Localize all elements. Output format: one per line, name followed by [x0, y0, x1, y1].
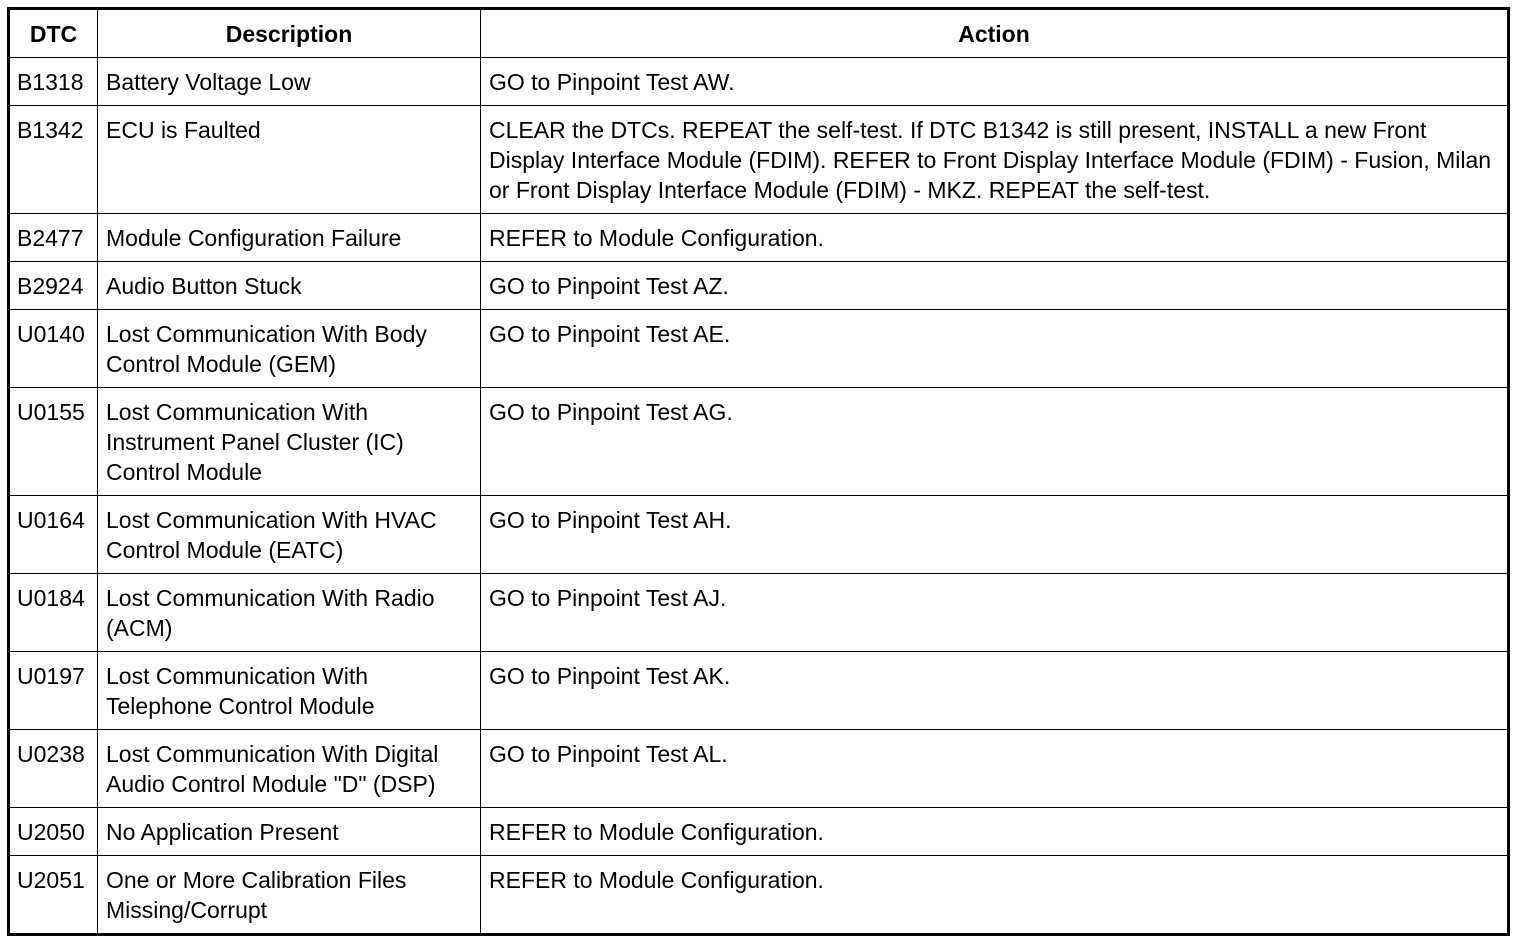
- header-dtc: DTC: [9, 9, 98, 58]
- dtc-code: U0155: [9, 388, 98, 496]
- table-body: [9, 58, 1509, 935]
- dtc-table: [7, 7, 1510, 936]
- table-row: [9, 310, 1509, 388]
- dtc-code: U0197: [9, 652, 98, 730]
- dtc-code: U0184: [9, 574, 98, 652]
- dtc-action: GO to Pinpoint Test AG.: [481, 388, 1509, 496]
- table-row: [9, 106, 1509, 214]
- dtc-description: Lost Communication With Radio (ACM): [98, 574, 481, 652]
- header-row: [9, 9, 1509, 58]
- table-row: [9, 388, 1509, 496]
- table-header: [9, 9, 1509, 58]
- dtc-action: GO to Pinpoint Test AL.: [481, 730, 1509, 808]
- table-row: [9, 262, 1509, 310]
- table-row: [9, 856, 1509, 935]
- dtc-action: GO to Pinpoint Test AK.: [481, 652, 1509, 730]
- table-row: [9, 730, 1509, 808]
- dtc-description: No Application Present: [98, 808, 481, 856]
- dtc-code: U0238: [9, 730, 98, 808]
- dtc-code: U0140: [9, 310, 98, 388]
- table-row: [9, 58, 1509, 106]
- table-row: [9, 652, 1509, 730]
- header-description: Description: [98, 9, 481, 58]
- dtc-action: GO to Pinpoint Test AW.: [481, 58, 1509, 106]
- dtc-description: Audio Button Stuck: [98, 262, 481, 310]
- dtc-description: Module Configuration Failure: [98, 214, 481, 262]
- dtc-description: One or More Calibration Files Missing/Corrupt: [98, 856, 481, 935]
- header-action: Action: [481, 9, 1509, 58]
- dtc-code: B2924: [9, 262, 98, 310]
- dtc-description: Lost Communication With Body Control Module (GEM): [98, 310, 481, 388]
- dtc-action: CLEAR the DTCs. REPEAT the self-test. If DTC B1342 is still present, INSTALL a new Front Display Interface Module (FDIM). REFER to Front Display Interface Module (FDIM) - Fusion, Milan or Front Display Interface Module (FDIM) - MKZ. REPEAT the self-test.: [481, 106, 1509, 214]
- table-row: [9, 214, 1509, 262]
- dtc-action: REFER to Module Configuration.: [481, 856, 1509, 935]
- table-row: [9, 574, 1509, 652]
- dtc-code: U2050: [9, 808, 98, 856]
- dtc-code: B2477: [9, 214, 98, 262]
- dtc-action: GO to Pinpoint Test AZ.: [481, 262, 1509, 310]
- dtc-code: U0164: [9, 496, 98, 574]
- dtc-code: U2051: [9, 856, 98, 935]
- dtc-description: Lost Communication With HVAC Control Module (EATC): [98, 496, 481, 574]
- dtc-code: B1342: [9, 106, 98, 214]
- dtc-description: Lost Communication With Telephone Control Module: [98, 652, 481, 730]
- dtc-action: GO to Pinpoint Test AE.: [481, 310, 1509, 388]
- dtc-action: REFER to Module Configuration.: [481, 214, 1509, 262]
- dtc-action: GO to Pinpoint Test AJ.: [481, 574, 1509, 652]
- dtc-description: Battery Voltage Low: [98, 58, 481, 106]
- table-row: [9, 808, 1509, 856]
- dtc-code: B1318: [9, 58, 98, 106]
- table-row: [9, 496, 1509, 574]
- dtc-description: Lost Communication With Instrument Panel Cluster (IC) Control Module: [98, 388, 481, 496]
- dtc-action: GO to Pinpoint Test AH.: [481, 496, 1509, 574]
- dtc-description: Lost Communication With Digital Audio Control Module "D" (DSP): [98, 730, 481, 808]
- dtc-description: ECU is Faulted: [98, 106, 481, 214]
- dtc-action: REFER to Module Configuration.: [481, 808, 1509, 856]
